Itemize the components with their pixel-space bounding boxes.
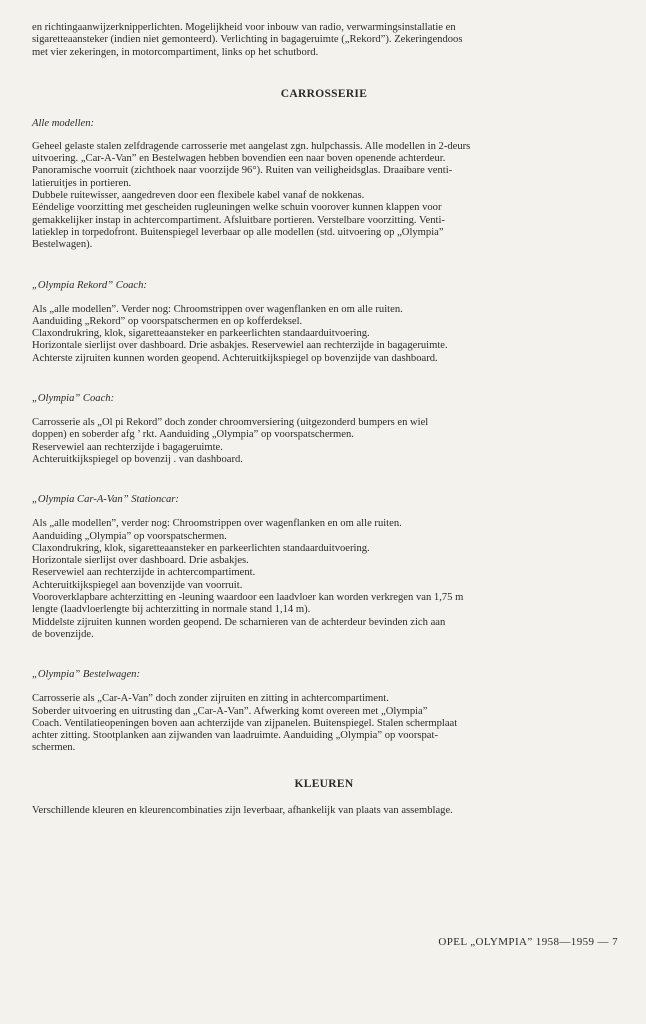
text-line: Horizontale sierlijst over dashboard. Drie asbakjes. Reservewiel aan rechterzijde in bagageruimte. (32, 340, 448, 352)
text-line: Carrosserie als „Ol pi Rekord” doch zonder chroomversiering (uitgezonderd bumpers en wiel (32, 417, 429, 429)
text-line: sigaretteaansteker (indien niet gemonteerd). Verlichting in bagageruimte („Rekord”). Zekeringendoos (32, 34, 463, 46)
text-line: Aanduiding „Olympia” op voorspatschermen. (32, 530, 227, 542)
paragraph-alle-modellen (32, 141, 616, 252)
page-footer: OPEL „OLYMPIA” 1958—1959 — 7 (438, 936, 618, 948)
text-line: Aanduiding „Rekord” op voorspatschermen en op kofferdeksel. (32, 315, 303, 327)
subheading-rekord-coach: „Olympia Rekord” Coach: (32, 279, 147, 291)
text-line: latieklep in torpedofront. Buitenspiegel leverbaar op alle modellen (std. uitvoering op „Olympia” (32, 226, 444, 238)
intro-paragraph (32, 22, 616, 59)
text-line: Claxondrukring, klok, sigaretteaansteker en parkeerlichten standaarduitvoering. (32, 328, 370, 340)
text-line: Eéndelige voorzitting met gescheiden rugleuningen welke schuin voorover kunnen klappen voor (32, 202, 442, 214)
text-line: en richtingaanwijzerknipperlichten. Mogelijkheid voor inbouw van radio, verwarmingsinstallatie en (32, 22, 456, 33)
text-line: Claxondrukring, klok, sigaretteaansteker en parkeerlichten standaarduitvoering. (32, 542, 370, 554)
text-line: Achterste zijruiten kunnen worden geopend. Achteruitkijkspiegel op bovenzijde van dashboard. (32, 352, 438, 364)
text-line: Horizontale sierlijst over dashboard. Drie asbakjes. (32, 555, 249, 567)
paragraph-kleuren (32, 805, 616, 817)
text-line: uitvoering. „Car-A-Van” en Bestelwagen hebben bovendien een naar boven openende achterdeur. (32, 153, 446, 165)
text-line: Coach. Ventilatieopeningen boven aan achterzijde van zijpanelen. Buitenspiegel. Stalen schermplaat (32, 717, 458, 729)
section-heading-kleuren: KLEUREN (294, 777, 354, 790)
text-line: Bestelwagen). (32, 239, 93, 251)
text-line: Panoramische voorruit (zichthoek naar voorzijde 96°). Ruiten van veiligheidsglas. Draaibare venti- (32, 165, 453, 177)
subheading-bestelwagen: „Olympia” Bestelwagen: (32, 669, 140, 681)
text-line: met vier zekeringen, in motorcompartiment, links op het schutbord. (32, 46, 319, 58)
text-line: Verschillende kleuren en kleurencombinaties zijn leverbaar, afhankelijk van plaats van assemblage. (32, 804, 453, 816)
text-line: Reservewiel aan rechterzijde i bagageruimte. (32, 441, 223, 453)
text-line: gemakkelijker instap in achtercompartiment. Afsluitbare portieren. Verstelbare voorzitting. Venti- (32, 214, 445, 226)
text-line: Als „alle modellen”. Verder nog: Chroomstrippen over wagenflanken en om alle ruiten. (32, 303, 403, 315)
text-line: doppen) en soberder afg ’ rkt. Aanduiding „Olympia” op voorspatschermen. (32, 429, 354, 441)
text-line: Middelste zijruiten kunnen worden geopend. De scharnieren van de achterdeur bevinden zich aan (32, 616, 446, 628)
text-line: Reservewiel aan rechterzijde in achtercompartiment. (32, 567, 256, 579)
subheading-olympia-coach: „Olympia” Coach: (32, 393, 115, 405)
paragraph-bestelwagen (32, 693, 616, 754)
subheading-car-a-van: „Olympia Car-A-Van” Stationcar: (32, 494, 179, 506)
text-line: Carrosserie als „Car-A-Van” doch zonder zijruiten en zitting in achtercompartiment. (32, 693, 389, 705)
text-line: Dubbele ruitewisser, aangedreven door een flexibele kabel vanaf de nokkenas. (32, 190, 365, 202)
section-heading-carrosserie: CARROSSERIE (280, 87, 368, 100)
paragraph-rekord-coach (32, 304, 616, 365)
text-line: de bovenzijde. (32, 628, 94, 640)
text-line: schermen. (32, 742, 76, 754)
subheading-alle-modellen: Alle modellen: (32, 117, 95, 129)
text-line: Achteruitkijkspiegel aan bovenzijde van voorruit. (32, 579, 243, 591)
text-line: latieruitjes in portieren. (32, 177, 132, 189)
paragraph-car-a-van (32, 518, 616, 641)
paragraph-olympia-coach (32, 417, 616, 466)
text-line: lengte (laadvloerlengte bij achterzitting in normale stand 1,14 m). (32, 604, 311, 616)
text-line: achter zitting. Stootplanken aan zijwanden van laadruimte. Aanduiding „Olympia” op voorspat- (32, 730, 438, 742)
text-line: Geheel gelaste stalen zelfdragende carrosserie met aangelast zgn. hulpchassis. Alle modellen in 2-deurs (32, 140, 471, 152)
text-line: Achteruitkijkspiegel op bovenzij . van dashboard. (32, 453, 243, 465)
text-line: Soberder uitvoering en uitrusting dan „Car-A-Van”. Afwerking komt overeen met „Olympia” (32, 705, 428, 717)
text-line: Als „alle modellen”, verder nog: Chroomstrippen over wagenflanken en om alle ruiten. (32, 518, 402, 530)
text-line: Vooroverklapbare achterzitting en -leuning waardoor een laadvloer kan worden verkregen van 1,75 m (32, 592, 464, 604)
